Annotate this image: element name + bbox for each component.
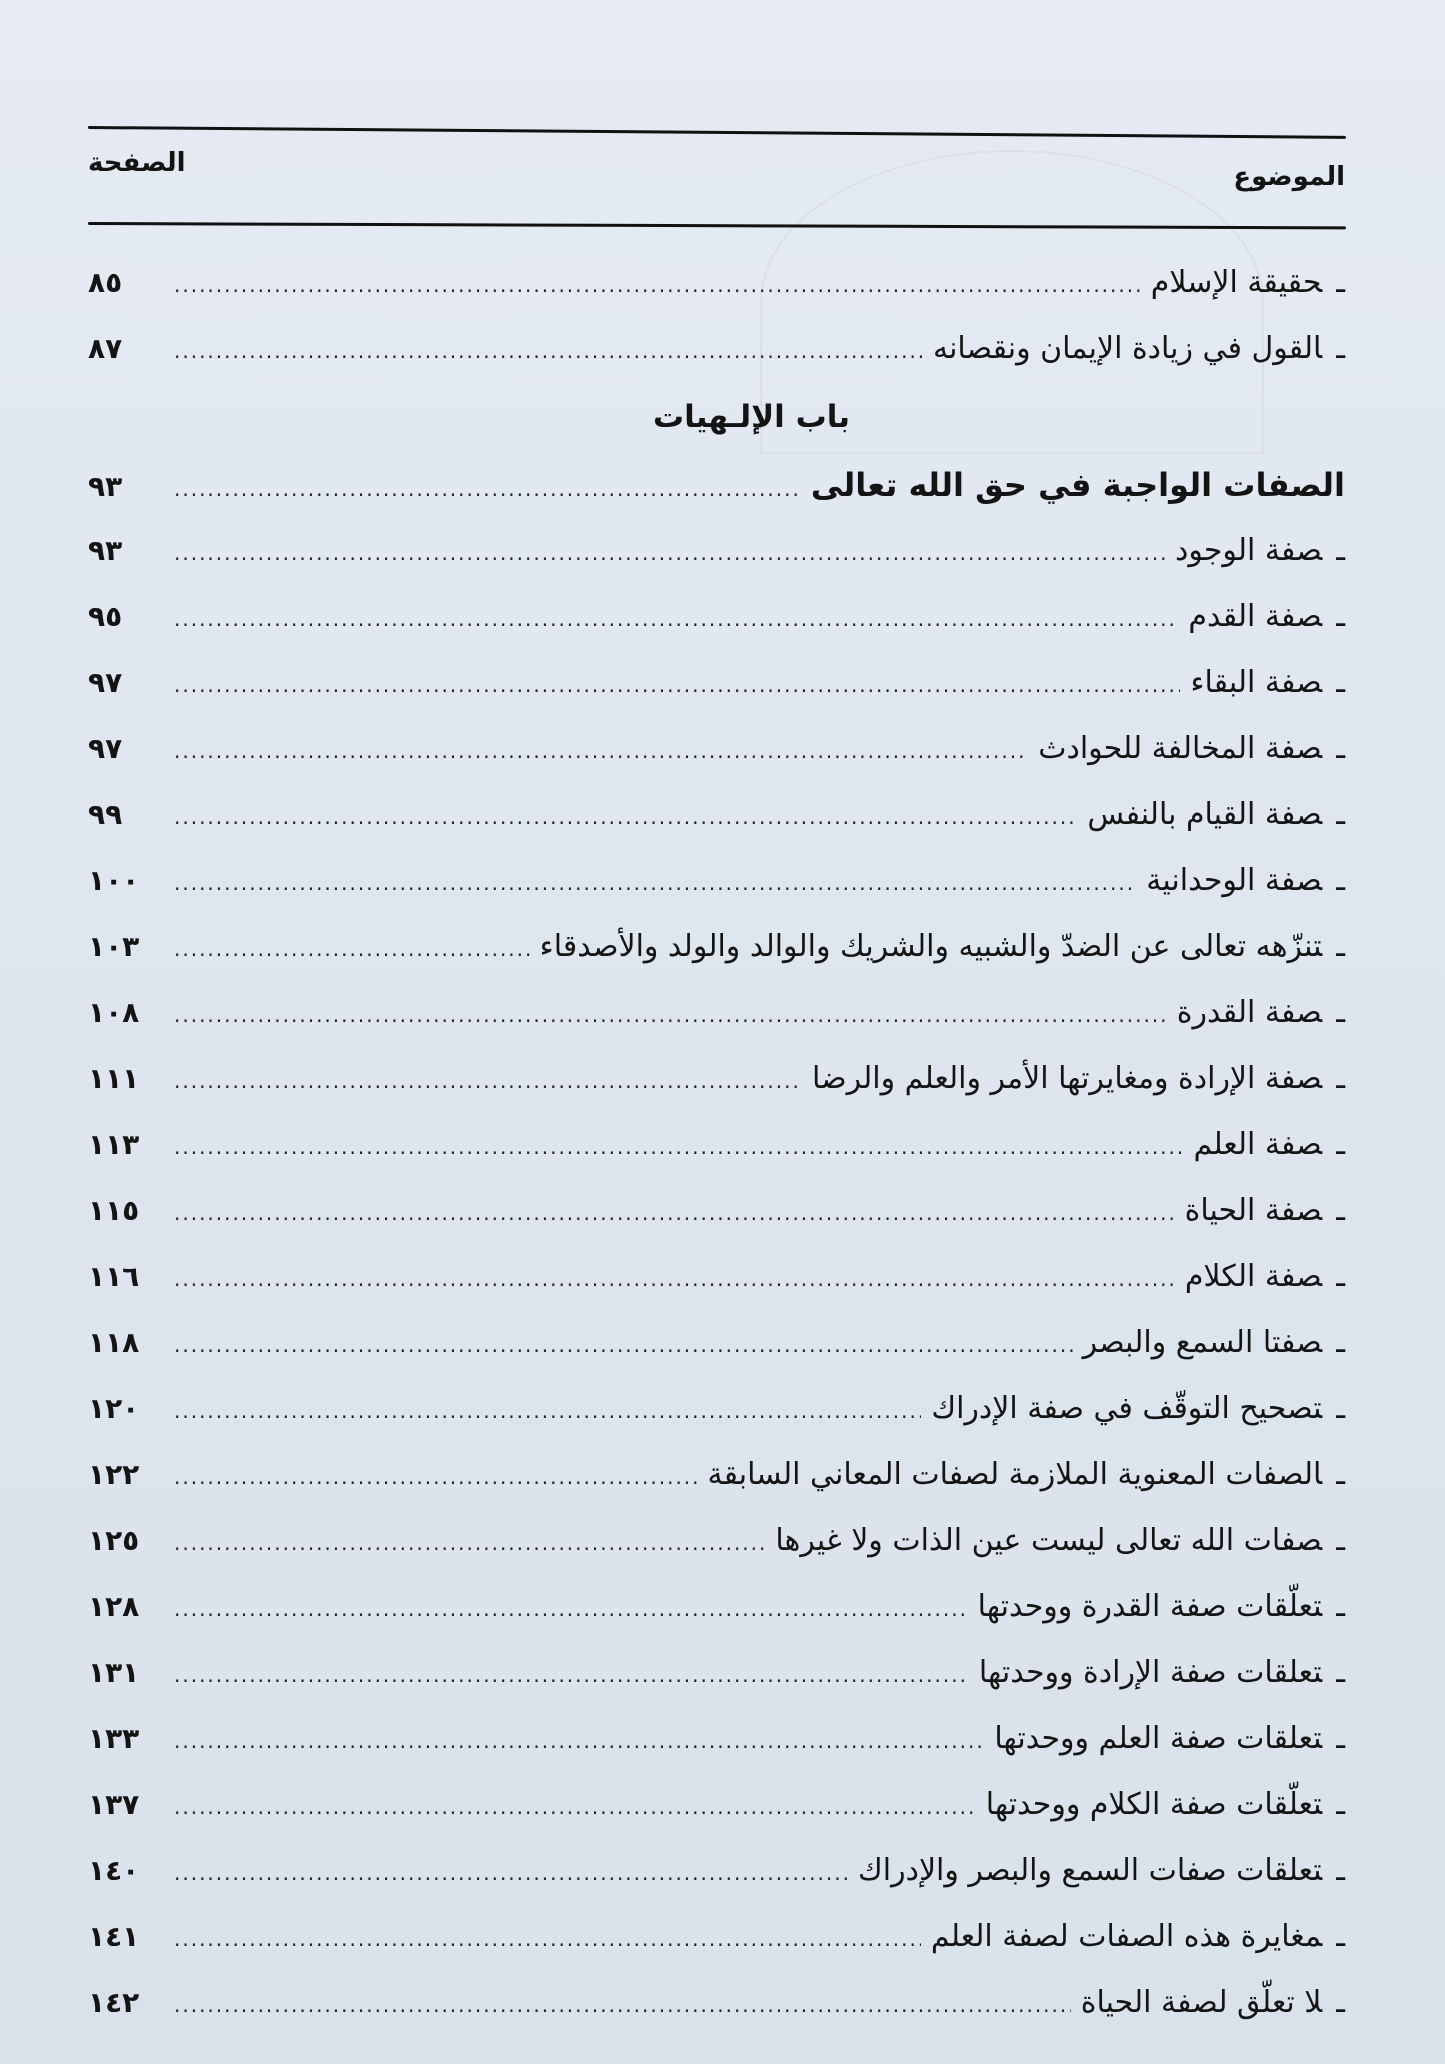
toc-entry[interactable] (88, 1838, 1345, 1904)
toc-entry-title: ـصفات الله تعالى ليست عين الذات ولا غيرها (775, 1523, 1345, 1558)
toc-entry-title: ـصفة العلم (1193, 1127, 1345, 1162)
toc-entry-page: ١٤٢ (88, 1986, 140, 2019)
leader-dots (160, 1378, 921, 1444)
toc-entry-page: ١٣١ (88, 1656, 140, 1689)
leader-dots (160, 252, 1141, 318)
toc-entry[interactable] (88, 1640, 1345, 1706)
leader-dots (160, 1972, 1071, 2038)
toc-entry[interactable] (88, 1772, 1345, 1838)
toc-entry-title: ـتنزّهه تعالى عن الضدّ والشبيه والشريك والوالد والولد والأصدقاء (539, 929, 1345, 964)
topic-column-header: الموضوع (1233, 162, 1345, 192)
toc-entry-page: ١١٣ (88, 1128, 140, 1161)
toc-main-entry[interactable] (88, 452, 1345, 518)
leader-dots (160, 586, 1178, 652)
toc-entry-title: ـالصفات المعنوية الملازمة لصفات المعاني السابقة (707, 1457, 1345, 1492)
leader-dots (160, 1180, 1175, 1246)
leader-dots (160, 1444, 698, 1510)
leader-dots (160, 718, 1028, 784)
toc-entry[interactable] (88, 250, 1345, 316)
leader-dots (160, 916, 530, 982)
toc-entry-title: ـصفة الوحدانية (1146, 863, 1345, 898)
toc-entry-title: ـصفة الوجود (1175, 533, 1345, 568)
leader-dots (160, 1840, 848, 1906)
leader-dots (160, 318, 923, 384)
leader-dots (160, 652, 1180, 718)
toc-entry-title: ـصفة الكلام (1184, 1259, 1345, 1294)
toc-entry-title: ـتعلقات صفات السمع والبصر والإدراك (858, 1853, 1345, 1888)
leader-dots (160, 1048, 802, 1114)
toc-entry[interactable] (88, 1574, 1345, 1640)
toc-entry-page: ١٢٨ (88, 1590, 140, 1623)
toc-entry-title: ـصفة القدرة (1176, 995, 1345, 1030)
toc-entry-page: ١١٥ (88, 1194, 140, 1227)
toc-entry-title: ـصفة الإرادة ومغايرتها الأمر والعلم والرضا (811, 1061, 1345, 1096)
leader-dots (160, 1576, 968, 1642)
toc-entry-title: ـتعلّقات صفة القدرة ووحدتها (977, 1589, 1345, 1624)
leader-dots (160, 982, 1167, 1048)
toc-entry-title: ـلا تعلّق لصفة الحياة (1080, 1985, 1345, 2020)
toc-entry-page: ١٠٣ (88, 930, 140, 963)
toc-entry-page: ١١٦ (88, 1260, 140, 1293)
toc-entry-page: ١١١ (88, 1062, 140, 1095)
toc-entry[interactable] (88, 1376, 1345, 1442)
toc-entry[interactable] (88, 316, 1345, 382)
toc-entry[interactable] (88, 1706, 1345, 1772)
toc-entry-page: ١٤٠ (88, 1854, 140, 1887)
toc-entry[interactable] (88, 1970, 1345, 2036)
header-bottom-rule (88, 222, 1346, 229)
toc-entry-page: ٩٣ (88, 534, 123, 567)
toc-entry-page: ١٠٠ (88, 864, 140, 897)
toc-entry-page: ١٢٢ (88, 1458, 140, 1491)
toc-entry[interactable] (88, 1310, 1345, 1376)
leader-dots (160, 1774, 976, 1840)
toc-entry-page: ٩٣ (88, 470, 123, 503)
toc-entry[interactable] (88, 782, 1345, 848)
toc-entry[interactable] (88, 1244, 1345, 1310)
header-top-rule (88, 126, 1346, 139)
toc-entry-title: ـصفة القيام بالنفس (1087, 797, 1345, 832)
toc-entry-page: ٨٥ (88, 266, 123, 299)
page-column-header: الصفحة (88, 148, 186, 178)
toc-entry-title: ـتصحيح التوقّف في صفة الإدراك (931, 1391, 1345, 1426)
section-heading: باب الإلـهيات (652, 399, 851, 435)
toc-entry-page: ١٢٠ (88, 1392, 140, 1425)
toc-entry-title: ـصفة البقاء (1190, 665, 1345, 700)
toc-entry-title: ـالقول في زيادة الإيمان ونقصانه (932, 331, 1345, 366)
leader-dots (160, 1312, 1073, 1378)
toc-entry-title: ـتعلقات صفة الإرادة ووحدتها (978, 1655, 1345, 1690)
leader-dots (160, 456, 801, 522)
toc-entry-title: ـصفة المخالفة للحوادث (1038, 731, 1345, 766)
toc-entry[interactable] (88, 584, 1345, 650)
toc-entry-page: ١٢٥ (88, 1524, 140, 1557)
toc-entry-page: ٩٧ (88, 666, 123, 699)
toc-entry[interactable] (88, 1046, 1345, 1112)
leader-dots (160, 520, 1165, 586)
leader-dots (160, 1246, 1175, 1312)
toc-entry[interactable] (88, 1112, 1345, 1178)
leader-dots (160, 1642, 969, 1708)
toc-entry-page: ٩٧ (88, 732, 123, 765)
toc-entry[interactable] (88, 1508, 1345, 1574)
toc-entry-title: ـصفتا السمع والبصر (1082, 1325, 1345, 1360)
toc-entry[interactable] (88, 716, 1345, 782)
toc-entry-title: ـحقيقة الإسلام (1150, 265, 1345, 300)
toc-entry-title: ـصفة الحياة (1184, 1193, 1345, 1228)
leader-dots (160, 1708, 984, 1774)
toc-entry-page: ١٣٧ (88, 1788, 140, 1821)
toc-entry-page: ٩٩ (88, 798, 123, 831)
leader-dots (160, 850, 1136, 916)
toc-entry-page: ١٤١ (88, 1920, 140, 1953)
leader-dots (160, 784, 1077, 850)
leader-dots (160, 1510, 765, 1576)
toc-entry-title: الصفات الواجبة في حق الله تعالى (810, 466, 1345, 504)
toc-entry[interactable] (88, 980, 1345, 1046)
toc-entry[interactable] (88, 1442, 1345, 1508)
toc-entry[interactable] (88, 650, 1345, 716)
toc-entry-title: ـتعلّقات صفة الكلام ووحدتها (985, 1787, 1345, 1822)
toc-entry[interactable] (88, 914, 1345, 980)
toc-entry-page: ١٣٣ (88, 1722, 140, 1755)
table-of-contents (88, 250, 1345, 2036)
toc-entry[interactable] (88, 1904, 1345, 1970)
toc-entry-page: ٩٥ (88, 600, 123, 633)
toc-entry-title: ـمغايرة هذه الصفات لصفة العلم (930, 1919, 1345, 1954)
toc-entry-title: ـتعلقات صفة العلم ووحدتها (994, 1721, 1345, 1756)
toc-entry-page: ٨٧ (88, 332, 123, 365)
toc-entry[interactable] (88, 848, 1345, 914)
toc-entry[interactable] (88, 1178, 1345, 1244)
toc-entry-page: ١١٨ (88, 1326, 140, 1359)
leader-dots (160, 1906, 921, 1972)
toc-entry[interactable] (88, 518, 1345, 584)
toc-entry-title: ـصفة القدم (1188, 599, 1345, 634)
leader-dots (160, 1114, 1184, 1180)
toc-entry-page: ١٠٨ (88, 996, 140, 1029)
